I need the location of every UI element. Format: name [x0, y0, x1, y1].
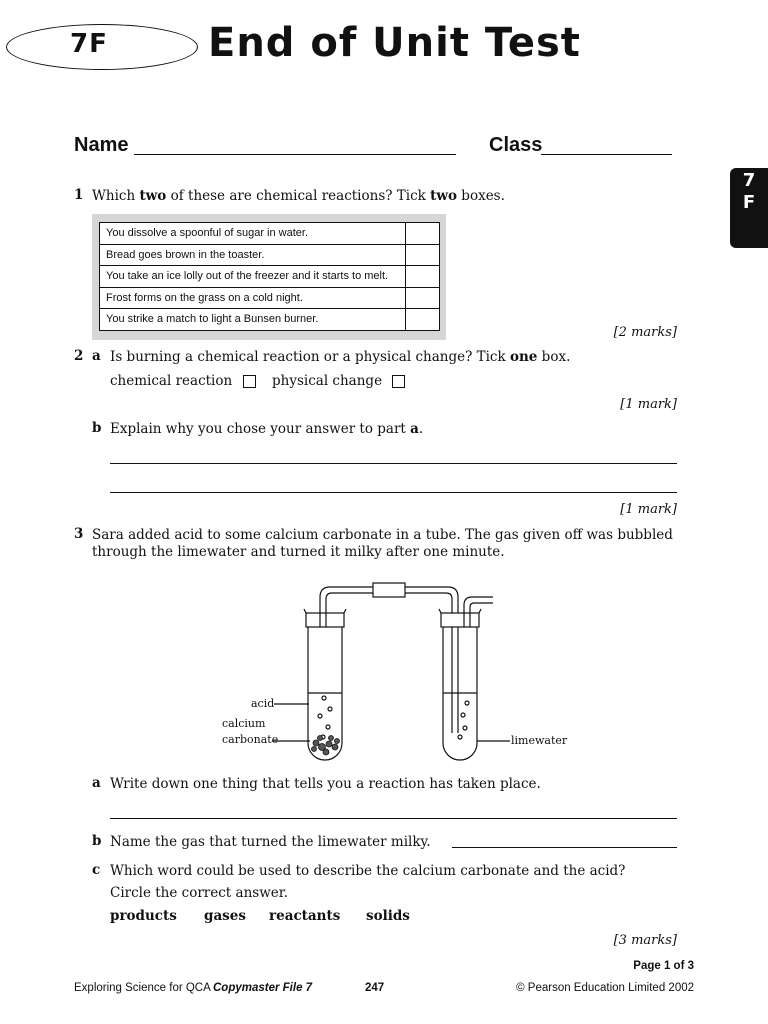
q3a-answer-line[interactable] [110, 818, 677, 819]
page-indicator: Page 1 of 3 [633, 960, 694, 972]
delivery-tube-inner [326, 593, 452, 733]
side-tab-line1: 7 [742, 170, 756, 191]
q3c-option-products[interactable]: products [110, 908, 177, 924]
q1-option-checkbox[interactable] [406, 309, 440, 331]
q1-option-label: You strike a match to light a Bunsen burner. [100, 309, 406, 331]
table-row [100, 309, 440, 331]
q3-marks: [3 marks] [613, 933, 677, 948]
delivery-tube-outer [320, 587, 458, 733]
q1-option-checkbox[interactable] [406, 287, 440, 309]
q3c-option-reactants[interactable]: reactants [269, 908, 341, 924]
q2b-marks: [1 mark] [620, 502, 677, 517]
q3c-option-solids[interactable]: solids [366, 908, 410, 924]
q2a-choice-physical: physical change [272, 373, 383, 389]
q3-number: 3 [74, 526, 84, 542]
q2a-chemical-checkbox[interactable] [243, 375, 256, 388]
q1-number: 1 [74, 187, 84, 203]
q2b-answer-line-2[interactable] [110, 492, 677, 493]
name-label: Name [74, 134, 129, 156]
q3b-letter: b [92, 833, 102, 849]
q3-text-line1: Sara added acid to some calcium carbonate in a tube. The gas given off was bubbled [92, 527, 673, 543]
q2a-text: Is burning a chemical reaction or a physical change? Tick one box. [110, 349, 571, 365]
q1-option-label: Frost forms on the grass on a cold night. [100, 287, 406, 309]
label-calcium: calcium [222, 717, 266, 730]
name-field[interactable] [134, 154, 456, 155]
right-bung [441, 613, 479, 627]
side-tab-line2: F [742, 192, 756, 213]
q1-text: Which two of these are chemical reactions? Tick two boxes. [92, 188, 505, 204]
class-field[interactable] [541, 154, 672, 155]
class-label: Class [489, 134, 543, 156]
q3c-option-gases[interactable]: gases [204, 908, 246, 924]
q2a-choice-chemical: chemical reaction [110, 373, 233, 389]
q3c-letter: c [92, 862, 101, 878]
page-title: End of Unit Test [208, 20, 581, 66]
footer-copymaster: Copymaster File 7 [213, 982, 313, 994]
q2b-letter: b [92, 420, 102, 436]
calcium-carbonate-chunks [312, 736, 340, 756]
side-unit-tab [730, 168, 768, 248]
q3c-text-line2: Circle the correct answer. [110, 885, 288, 901]
q1-option-label: You dissolve a spoonful of sugar in water. [100, 223, 406, 245]
q3c-text-line1: Which word could be used to describe the calcium carbonate and the acid? [110, 863, 626, 879]
label-acid: acid [251, 697, 275, 710]
q2-number: 2 [74, 348, 84, 364]
label-carbonate: carbonate [222, 733, 279, 746]
q3a-text: Write down one thing that tells you a reaction has taken place. [110, 776, 541, 792]
q3a-letter: a [92, 775, 101, 791]
q1-option-checkbox[interactable] [406, 223, 440, 245]
q2a-physical-checkbox[interactable] [392, 375, 405, 388]
table-row [100, 287, 440, 309]
table-row [100, 223, 440, 245]
q2b-answer-line-1[interactable] [110, 463, 677, 464]
q2a-marks: [1 mark] [620, 397, 677, 412]
q3b-text: Name the gas that turned the limewater milky. [110, 834, 431, 850]
label-limewater: limewater [511, 734, 568, 747]
q1-marks: [2 marks] [613, 325, 677, 340]
tube-connector [373, 583, 405, 597]
left-bung [306, 613, 344, 627]
q3-text-line2: through the limewater and turned it milky after one minute. [92, 544, 505, 560]
table-row [100, 266, 440, 288]
q2a-letter: a [92, 348, 101, 364]
q2b-text: Explain why you chose your answer to part a. [110, 421, 424, 437]
q1-option-label: Bread goes brown in the toaster. [100, 244, 406, 266]
table-row [100, 244, 440, 266]
q1-option-label: You take an ice lolly out of the freezer and it starts to melt. [100, 266, 406, 288]
right-test-tube [443, 613, 477, 760]
q1-option-checkbox[interactable] [406, 266, 440, 288]
q3b-answer-line[interactable] [452, 847, 677, 848]
footer-series: Exploring Science for QCA [74, 982, 211, 994]
footer-page-number: 247 [365, 982, 385, 994]
unit-code: 7F [70, 29, 108, 59]
footer-copyright: © Pearson Education Limited 2002 [516, 982, 694, 994]
q1-options-table [99, 222, 440, 331]
q1-option-checkbox[interactable] [406, 244, 440, 266]
